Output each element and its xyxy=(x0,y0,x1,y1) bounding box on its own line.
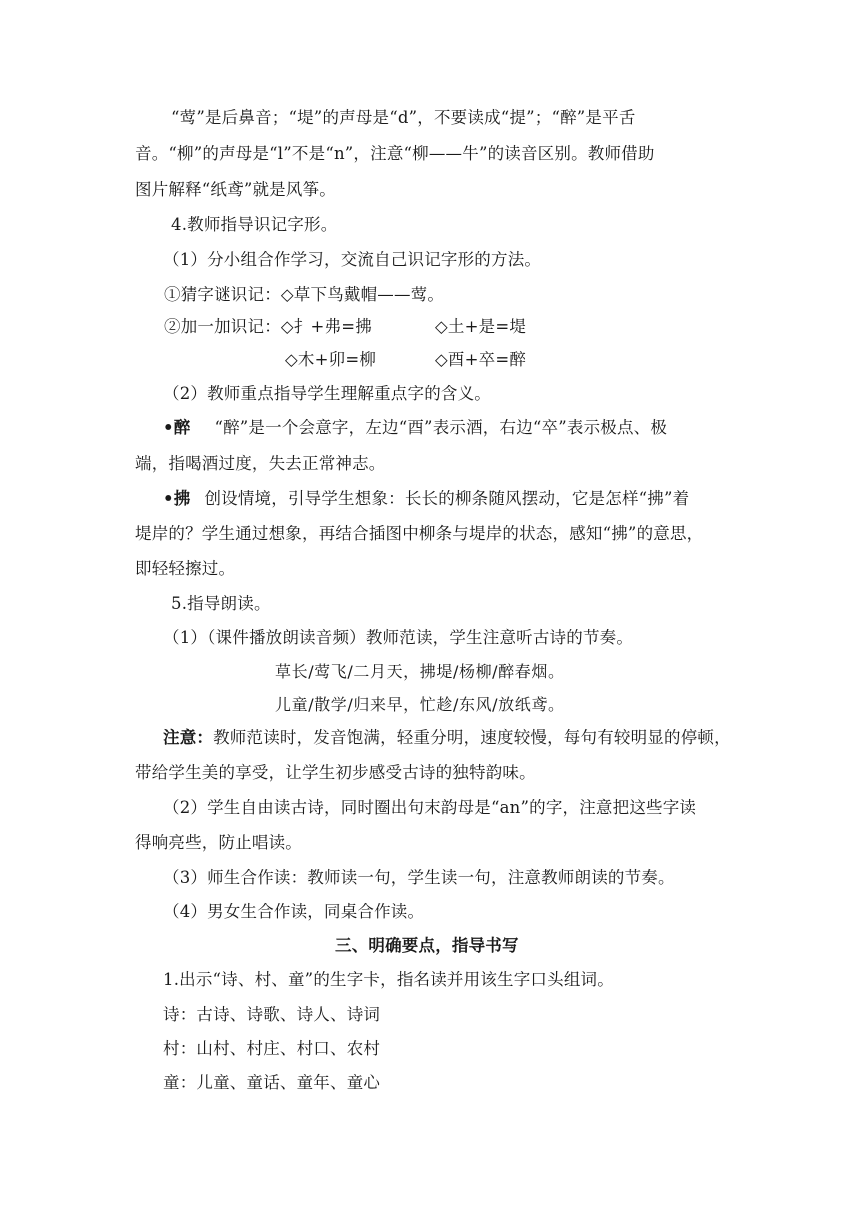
paragraph-pronunciation-line3: 图片解释“纸鸢”就是风筝。 xyxy=(135,180,336,199)
paragraph-pronunciation-line2: 音。“柳”的声母是“l”不是“n”，注意“柳——牛”的读音区别。教师借助 xyxy=(135,144,655,163)
note-text: 教师范读时，发音饱满，轻重分明，速度较慢，每句有较明显的停顿， xyxy=(213,728,731,747)
paragraph-pronunciation-line1: “莺”是后鼻音；“堤”的声母是“d”，不要读成“提”；“醉”是平舌 xyxy=(171,108,636,127)
step-4-sub-1: （1）分小组合作学习，交流自己识记字形的方法。 xyxy=(163,250,542,269)
character-fu-line1 xyxy=(163,488,689,510)
step-4-sub-2: （2）教师重点指导学生理解重点字的含义。 xyxy=(163,384,491,403)
addition-method-line1-right: ◇土+是=堤 xyxy=(435,317,527,336)
character-fu-text: 创设情境，引导学生想象：长长的柳条随风摆动，它是怎样“拂”着 xyxy=(204,489,690,508)
character-zui-label: •醉 xyxy=(163,418,191,437)
addition-method-line2-left: ◇木+卯=柳 xyxy=(285,350,377,369)
step-5-sub-1: （1）（课件播放朗读音频）教师范读，学生注意听古诗的节奏。 xyxy=(163,628,634,647)
writing-step-1: 1.出示“诗、村、童”的生字卡，指名读并用该生字口头组词。 xyxy=(163,970,614,989)
addition-method-line1-left: ②加一加识记：◇扌+弗=拂 xyxy=(164,317,372,336)
step-4-heading: 4.教师指导识记字形。 xyxy=(171,215,338,234)
step-5-heading: 5.指导朗读。 xyxy=(171,594,271,613)
note-line1 xyxy=(163,727,731,749)
step-5-sub-2-line1: （2）学生自由读古诗，同时圈出句末韵母是“an”的字，注意把这些字读 xyxy=(163,798,697,817)
character-fu-line3: 即轻轻擦过。 xyxy=(135,559,236,578)
step-5-sub-4: （4）男女生合作读，同桌合作读。 xyxy=(163,902,425,921)
note-label: 注意： xyxy=(163,728,214,747)
character-fu-label: •拂 xyxy=(163,489,191,508)
addition-method-line2-right: ◇酉+卒=醉 xyxy=(435,350,527,369)
character-zui-line2: 端，指喝酒过度，失去正常神志。 xyxy=(135,454,386,473)
note-line2: 带给学生美的享受，让学生初步感受古诗的独特韵味。 xyxy=(135,763,536,782)
poem-line-2: 儿童/散学/归来早，忙趁/东风/放纸鸢。 xyxy=(275,695,565,714)
riddle-method-line: ①猜字谜识记：◇草下鸟戴帽——莺。 xyxy=(164,285,445,304)
word-group-cun: 村：山村、村庄、村口、农村 xyxy=(163,1039,381,1058)
poem-line-1: 草长/莺飞/二月天，拂堤/杨柳/醉春烟。 xyxy=(275,662,565,681)
section-heading: 三、明确要点，指导书写 xyxy=(335,936,519,955)
step-5-sub-3: （3）师生合作读：教师读一句，学生读一句，注意教师朗读的节奏。 xyxy=(163,868,675,887)
word-group-tong: 童：儿童、童话、童年、童心 xyxy=(163,1073,381,1092)
character-zui-text: “醉”是一个会意字，左边“酉”表示酒，右边“卒”表示极点、极 xyxy=(214,418,668,437)
step-5-sub-2-line2: 得响亮些，防止唱读。 xyxy=(135,833,302,852)
character-zui-line1 xyxy=(163,417,667,439)
word-group-shi: 诗：古诗、诗歌、诗人、诗词 xyxy=(163,1005,381,1024)
character-fu-line2: 堤岸的？学生通过想象，再结合插图中柳条与堤岸的状态，感知“拂”的意思， xyxy=(135,524,704,543)
